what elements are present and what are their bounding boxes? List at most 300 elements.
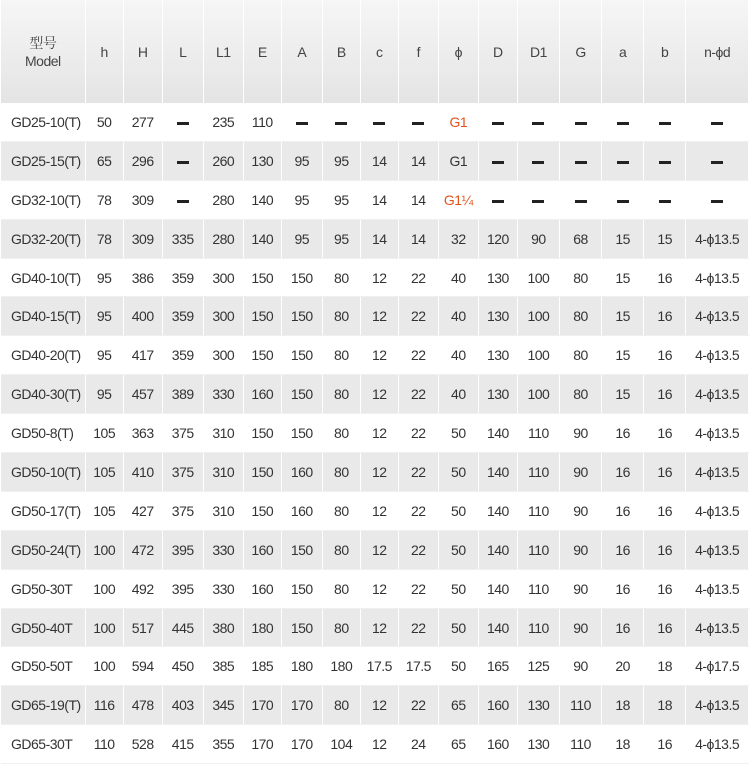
table-cell: 355 [203, 725, 243, 764]
table-cell: 50 [438, 647, 478, 686]
table-row [1, 414, 749, 453]
table-cell: 235 [203, 103, 243, 141]
table-cell: 445 [162, 608, 203, 647]
table-cell: 17.5 [398, 647, 438, 686]
table-cell: 140 [478, 414, 517, 453]
model-cell: GD65-30T [1, 725, 85, 764]
header-E: E [243, 0, 281, 103]
table-cell: 50 [438, 608, 478, 647]
table-cell: 68 [559, 219, 601, 258]
table-cell: 160 [281, 491, 322, 530]
table-cell: 457 [123, 375, 162, 414]
table-cell [360, 103, 398, 141]
header-h: h [85, 0, 123, 103]
table-cell [162, 180, 203, 219]
table-cell: 80 [559, 297, 601, 336]
table-cell: 4-ϕ13.5 [686, 219, 749, 258]
table-cell: 110 [559, 686, 601, 725]
table-cell: 12 [360, 725, 398, 764]
table-cell: 12 [360, 453, 398, 492]
table-cell: 16 [644, 569, 686, 608]
table-cell: 110 [517, 530, 559, 569]
dash-mark [492, 200, 504, 203]
table-cell [644, 141, 686, 180]
table-cell: 12 [360, 297, 398, 336]
header-b: b [644, 0, 686, 103]
model-cell: GD32-20(T) [1, 219, 85, 258]
table-cell: 359 [162, 258, 203, 297]
table-cell: 95 [85, 297, 123, 336]
table-cell: 95 [322, 141, 360, 180]
table-cell: 140 [478, 569, 517, 608]
table-cell: 150 [281, 530, 322, 569]
table-cell: 110 [243, 103, 281, 141]
table-cell: 180 [322, 647, 360, 686]
table-cell: 472 [123, 530, 162, 569]
table-cell: 160 [478, 725, 517, 764]
table-cell: 90 [559, 530, 601, 569]
table-cell: 90 [559, 491, 601, 530]
table-cell: 4-ϕ13.5 [686, 725, 749, 764]
table-cell: 90 [559, 647, 601, 686]
table-cell: 300 [203, 258, 243, 297]
table-cell: 310 [203, 453, 243, 492]
table-cell: 150 [281, 569, 322, 608]
table-cell: 16 [644, 608, 686, 647]
table-cell: 160 [243, 375, 281, 414]
table-cell: 95 [85, 258, 123, 297]
table-cell: 14 [398, 141, 438, 180]
table-cell: 22 [398, 414, 438, 453]
table-cell: 16 [644, 414, 686, 453]
model-cell: GD40-30(T) [1, 375, 85, 414]
table-cell: 14 [360, 180, 398, 219]
table-cell: 22 [398, 297, 438, 336]
table-cell: 385 [203, 647, 243, 686]
table-cell: 170 [281, 725, 322, 764]
table-cell: 105 [85, 414, 123, 453]
table-cell: 309 [123, 180, 162, 219]
table-cell [478, 180, 517, 219]
table-cell: 415 [162, 725, 203, 764]
table-row [1, 608, 749, 647]
dash-mark [711, 161, 723, 164]
table-cell: 65 [438, 725, 478, 764]
table-cell: 14 [360, 141, 398, 180]
table-cell: 14 [360, 219, 398, 258]
dash-mark [412, 122, 424, 125]
header-model-cn: 型号 [29, 34, 57, 51]
table-cell [398, 103, 438, 141]
table-cell: 100 [517, 297, 559, 336]
table-cell: 427 [123, 491, 162, 530]
table-cell: 150 [243, 336, 281, 375]
table-cell: 18 [644, 686, 686, 725]
table-cell: 50 [438, 491, 478, 530]
table-cell: 4-ϕ13.5 [686, 453, 749, 492]
table-cell [281, 103, 322, 141]
table-cell: 110 [517, 453, 559, 492]
table-cell: 22 [398, 375, 438, 414]
table-cell: 65 [85, 141, 123, 180]
table-cell: 300 [203, 336, 243, 375]
table-cell: 130 [517, 686, 559, 725]
table-cell: 130 [517, 725, 559, 764]
header-A: A [281, 0, 322, 103]
table-cell: 4-ϕ13.5 [686, 530, 749, 569]
table-row [1, 686, 749, 725]
table-cell: 16 [644, 491, 686, 530]
table-cell: 105 [85, 491, 123, 530]
table-cell: 100 [85, 530, 123, 569]
table-cell: 170 [281, 686, 322, 725]
table-cell: 359 [162, 297, 203, 336]
dash-mark [492, 122, 504, 125]
table-cell: 90 [559, 414, 601, 453]
table-row [1, 103, 749, 141]
table-cell: 110 [517, 414, 559, 453]
table-cell: 389 [162, 375, 203, 414]
table-cell: 150 [243, 453, 281, 492]
dash-mark [617, 161, 629, 164]
table-cell: 130 [478, 258, 517, 297]
table-cell: 150 [281, 375, 322, 414]
table-cell: 300 [203, 297, 243, 336]
table-cell: 16 [644, 375, 686, 414]
table-cell: 100 [517, 336, 559, 375]
table-cell: 80 [322, 608, 360, 647]
table-cell: 16 [602, 530, 644, 569]
model-cell: GD50-24(T) [1, 530, 85, 569]
table-cell [559, 141, 601, 180]
table-cell: 170 [243, 725, 281, 764]
table-cell: 375 [162, 453, 203, 492]
table-row [1, 530, 749, 569]
model-cell: GD65-19(T) [1, 686, 85, 725]
table-cell: 14 [398, 219, 438, 258]
table-cell: 80 [322, 530, 360, 569]
table-cell: 80 [322, 453, 360, 492]
table-cell: 100 [517, 258, 559, 297]
table-cell: G1 [438, 103, 478, 141]
table-cell: 16 [644, 258, 686, 297]
header-H: H [123, 0, 162, 103]
table-cell: 140 [243, 180, 281, 219]
table-cell: 80 [559, 258, 601, 297]
table-cell: 140 [478, 491, 517, 530]
table-row [1, 336, 749, 375]
model-cell: GD40-20(T) [1, 336, 85, 375]
dash-mark [177, 122, 189, 125]
dash-mark [532, 200, 544, 203]
table-cell: G1¼ [438, 180, 478, 219]
table-cell: 50 [438, 414, 478, 453]
table-cell: 335 [162, 219, 203, 258]
table-cell: 310 [203, 491, 243, 530]
table-row [1, 725, 749, 764]
table-cell: 80 [322, 336, 360, 375]
header-a: a [602, 0, 644, 103]
table-cell: 20 [602, 647, 644, 686]
table-cell: 40 [438, 297, 478, 336]
table-cell: 130 [478, 336, 517, 375]
table-cell: 140 [243, 219, 281, 258]
table-cell: 150 [243, 258, 281, 297]
table-cell: 22 [398, 336, 438, 375]
table-cell: 110 [517, 491, 559, 530]
table-cell: 32 [438, 219, 478, 258]
table-row [1, 453, 749, 492]
dash-mark [711, 122, 723, 125]
model-cell: GD50-10(T) [1, 453, 85, 492]
table-cell: 16 [644, 530, 686, 569]
table-cell: 330 [203, 530, 243, 569]
table-cell: 78 [85, 180, 123, 219]
dash-mark [575, 161, 587, 164]
dash-mark [335, 122, 347, 125]
table-cell: 90 [517, 219, 559, 258]
table-cell: 417 [123, 336, 162, 375]
model-cell: GD25-15(T) [1, 141, 85, 180]
table-cell: 160 [243, 530, 281, 569]
table-cell: 90 [559, 569, 601, 608]
table-row [1, 375, 749, 414]
table-cell: 12 [360, 608, 398, 647]
table-cell: 95 [322, 180, 360, 219]
table-cell: 4-ϕ13.5 [686, 336, 749, 375]
table-cell: 80 [322, 375, 360, 414]
table-cell: 100 [517, 375, 559, 414]
table-cell: 375 [162, 491, 203, 530]
dash-mark [575, 200, 587, 203]
table-cell: 14 [398, 180, 438, 219]
header-D: D [478, 0, 517, 103]
table-cell: 280 [203, 219, 243, 258]
dash-mark [617, 200, 629, 203]
table-cell: 16 [644, 453, 686, 492]
table-cell: 260 [203, 141, 243, 180]
table-cell: 65 [438, 686, 478, 725]
table-row [1, 258, 749, 297]
header-model [1, 0, 85, 103]
table-row [1, 491, 749, 530]
table-cell: 12 [360, 491, 398, 530]
table-cell: 359 [162, 336, 203, 375]
table-cell: 160 [243, 569, 281, 608]
dash-mark [659, 161, 671, 164]
table-cell: 12 [360, 375, 398, 414]
table-cell: 150 [281, 414, 322, 453]
table-cell [686, 180, 749, 219]
table-cell: 12 [360, 258, 398, 297]
table-cell: 296 [123, 141, 162, 180]
table-cell: 140 [478, 608, 517, 647]
model-cell: GD25-10(T) [1, 103, 85, 141]
header-model-en: Model [25, 52, 61, 69]
table-cell: 15 [602, 336, 644, 375]
table-row [1, 297, 749, 336]
dash-mark [532, 161, 544, 164]
table-cell: 116 [85, 686, 123, 725]
table-cell: 22 [398, 258, 438, 297]
header-G: G [559, 0, 601, 103]
table-row [1, 141, 749, 180]
table-cell: 478 [123, 686, 162, 725]
table-row [1, 569, 749, 608]
table-cell: 180 [243, 608, 281, 647]
table-cell: 22 [398, 491, 438, 530]
table-cell: 18 [602, 725, 644, 764]
dash-mark [575, 122, 587, 125]
table-cell: 150 [281, 258, 322, 297]
table-cell: 4-ϕ13.5 [686, 686, 749, 725]
table-cell: 12 [360, 569, 398, 608]
header-f: f [398, 0, 438, 103]
table-row [1, 219, 749, 258]
table-cell: 15 [602, 219, 644, 258]
header-D1: D1 [517, 0, 559, 103]
table-cell: 110 [559, 725, 601, 764]
table-cell: 18 [602, 686, 644, 725]
table-cell: 160 [281, 453, 322, 492]
table-cell [602, 180, 644, 219]
table-cell: 4-ϕ13.5 [686, 608, 749, 647]
table-cell: 330 [203, 375, 243, 414]
table-cell: 104 [322, 725, 360, 764]
table-cell: 90 [559, 608, 601, 647]
header-n-phi-d: n-ϕd [686, 0, 749, 103]
table-cell: 363 [123, 414, 162, 453]
dash-mark [373, 122, 385, 125]
table-cell: 110 [517, 569, 559, 608]
table-cell: 140 [478, 530, 517, 569]
table-cell: 16 [602, 453, 644, 492]
table-cell [517, 141, 559, 180]
table-cell: 16 [602, 491, 644, 530]
table-cell: 100 [85, 608, 123, 647]
table-cell: 375 [162, 414, 203, 453]
table-cell: 395 [162, 569, 203, 608]
table-cell: 16 [644, 725, 686, 764]
table-cell: 90 [559, 453, 601, 492]
header-L: L [162, 0, 203, 103]
table-cell: 16 [644, 297, 686, 336]
table-cell [478, 103, 517, 141]
table-cell: 95 [322, 219, 360, 258]
table-cell: 410 [123, 453, 162, 492]
dash-mark [296, 122, 308, 125]
table-cell: 594 [123, 647, 162, 686]
table-cell: 12 [360, 414, 398, 453]
header-c: c [360, 0, 398, 103]
table-cell: 528 [123, 725, 162, 764]
table-cell: 4-ϕ13.5 [686, 297, 749, 336]
table-cell: 100 [85, 569, 123, 608]
table-cell: 80 [322, 686, 360, 725]
table-cell: 50 [85, 103, 123, 141]
table-cell [602, 103, 644, 141]
table-cell: 170 [243, 686, 281, 725]
table-cell: 22 [398, 530, 438, 569]
table-cell: 80 [559, 336, 601, 375]
table-cell: 130 [478, 375, 517, 414]
header-row [1, 0, 749, 103]
table-cell: 50 [438, 530, 478, 569]
table-cell [322, 103, 360, 141]
table-cell [478, 141, 517, 180]
table-cell: 15 [602, 258, 644, 297]
dash-mark [659, 122, 671, 125]
table-cell: 95 [85, 336, 123, 375]
table-cell: 150 [281, 608, 322, 647]
model-cell: GD50-30T [1, 569, 85, 608]
table-cell: 12 [360, 530, 398, 569]
table-cell: 395 [162, 530, 203, 569]
table-cell: 4-ϕ17.5 [686, 647, 749, 686]
table-cell: 386 [123, 258, 162, 297]
header-B: B [322, 0, 360, 103]
table-cell: 4-ϕ13.5 [686, 491, 749, 530]
table-cell: 22 [398, 686, 438, 725]
table-cell: 492 [123, 569, 162, 608]
table-cell: 50 [438, 453, 478, 492]
model-cell: GD32-10(T) [1, 180, 85, 219]
table-cell [517, 180, 559, 219]
table-cell [644, 103, 686, 141]
table-cell: 120 [478, 219, 517, 258]
table-cell: 15 [644, 219, 686, 258]
table-cell: 140 [478, 453, 517, 492]
table-cell [559, 180, 601, 219]
model-cell: GD50-40T [1, 608, 85, 647]
table-cell: 12 [360, 686, 398, 725]
pump-dimension-table [1, 0, 749, 764]
table-cell: 95 [281, 180, 322, 219]
table-cell: 110 [517, 608, 559, 647]
table-cell: 150 [243, 414, 281, 453]
table-cell: 165 [478, 647, 517, 686]
table-cell: 16 [644, 336, 686, 375]
table-cell: 12 [360, 336, 398, 375]
table-cell: 4-ϕ13.5 [686, 414, 749, 453]
table-cell: 185 [243, 647, 281, 686]
table-cell: 330 [203, 569, 243, 608]
table-cell: 310 [203, 414, 243, 453]
table-cell: 150 [281, 297, 322, 336]
table-cell: 110 [85, 725, 123, 764]
table-cell: 95 [281, 141, 322, 180]
table-cell [162, 103, 203, 141]
table-cell: 80 [322, 414, 360, 453]
table-cell [559, 103, 601, 141]
table-cell: 4-ϕ13.5 [686, 258, 749, 297]
table-cell: 105 [85, 453, 123, 492]
table-cell: 80 [322, 569, 360, 608]
table-cell: 24 [398, 725, 438, 764]
table-cell: 22 [398, 569, 438, 608]
table-cell: 40 [438, 258, 478, 297]
table-cell: 150 [243, 491, 281, 530]
table-cell: 517 [123, 608, 162, 647]
table-cell: 80 [322, 491, 360, 530]
table-cell: 130 [243, 141, 281, 180]
table-cell: 16 [602, 608, 644, 647]
table-cell [162, 141, 203, 180]
table-cell: 16 [602, 569, 644, 608]
header-phi: ϕ [438, 0, 478, 103]
table-cell: 345 [203, 686, 243, 725]
header-L1: L1 [203, 0, 243, 103]
